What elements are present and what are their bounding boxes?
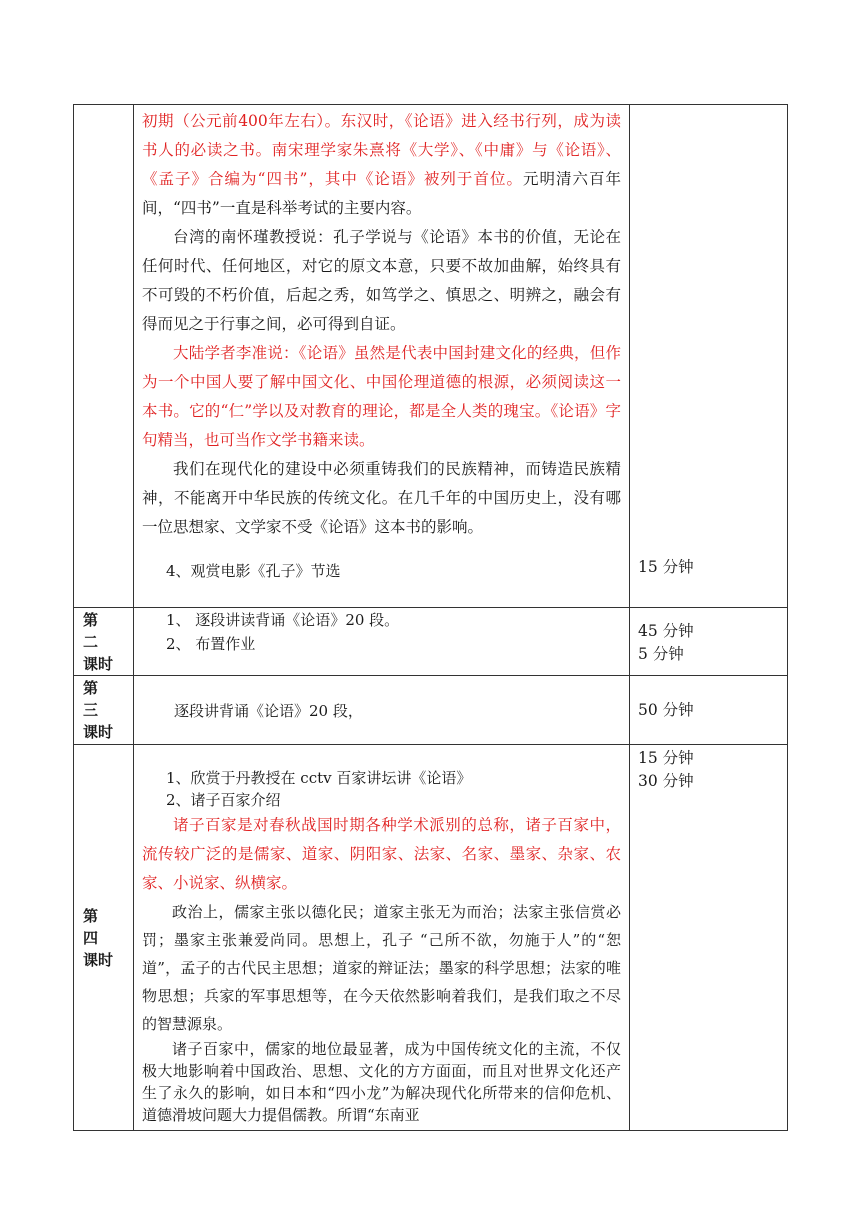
time-cell (630, 608, 788, 676)
paragraph: 政治上，儒家主张以德化民；道家主张无为而治；法家主张信赏必罚；墨家主张兼爱尚同。思想上，孔子 “己所不欲，勿施于人”的“恕道”，孟子的古代民主思想；道家的辩证法；墨家的科学思想；法家的唯物思想；兵家的军事思想等，在今天依然影响着我们，是我们取之不尽的智慧源泉。 (142, 903, 621, 1033)
paragraph: 台湾的南怀瑾教授说：孔子学说与《论语》本书的价值，无论在任何时代、任何地区，对它的原文本意，只要不故加曲解，始终具有不可毁的不朽价值，后起之秀，如笃学之、慎思之、明辨之，融会有得而见之于行事之间，必可得到自证。 (142, 228, 621, 333)
paragraph: 初期（公元前400年左右）。东汉时，《论语》进入经书行列，成为读书人的必读之书。南宋理学家朱熹将《大学》、《中庸》与《论语》、《孟子》合编为“四书”，其中《论语》被列于首位。元明清六百年间，“四书”一直是科举考试的主要内容。 (142, 112, 621, 217)
list-item: 1、 逐段讲读背诵《论语》20 段。 (166, 611, 400, 629)
paragraph: 诸子百家中，儒家的地位最显著，成为中国传统文化的主流，不仅极大地影响着中国政治、思想、文化的方方面面，而且对世界文化还产生了永久的影响，如日本和“四小龙”为解决现代化所带来的信仰危机、道德滑坡问题大力提倡儒教。所谓“东南亚 (142, 1040, 621, 1124)
table-row (74, 105, 788, 608)
paragraph: 我们在现代化的建设中必须重铸我们的民族精神，而铸造民族精神，不能离开中华民族的传统文化。在几千年的中国历史上，没有哪一位思想家、文学家不受《论语》这本书的影响。 (142, 460, 621, 536)
list-item: 2、诸子百家介绍 (166, 791, 281, 809)
label-cell (74, 745, 134, 1131)
time-cell (630, 105, 788, 608)
duration: 50 分钟 (638, 700, 694, 719)
duration: 30 分钟 (638, 772, 694, 790)
content-cell (134, 608, 630, 676)
paragraph: 大陆学者李准说：《论语》虽然是代表中国封建文化的经典，但作为一个中国人要了解中国文化、中国伦理道德的根源，必须阅读这一本书。它的“仁”学以及对教育的理论，都是全人类的瑰宝。《论语》字句精当，也可当作文学书籍来读。 (142, 344, 621, 449)
table-row (74, 608, 788, 676)
time-cell (630, 745, 788, 1131)
content-cell (134, 745, 630, 1131)
table-row (74, 745, 788, 1131)
content-cell (134, 105, 630, 608)
table-row (74, 676, 788, 745)
label-cell (74, 105, 134, 608)
list-item: 1、欣赏于丹教授在 cctv 百家讲坛讲《论语》 (166, 769, 472, 787)
lesson-label: 第 三 (83, 679, 113, 719)
lesson-text: 逐段讲背诵《论语》20 段， (174, 702, 363, 720)
label-cell (74, 676, 134, 745)
list-item: 2、 布置作业 (166, 635, 256, 653)
lesson-label: 课时 (83, 654, 114, 673)
duration: 45 分钟 (638, 622, 694, 640)
content-cell (134, 676, 630, 745)
duration: 15 分钟 (638, 558, 694, 576)
paragraph: 诸子百家是对春秋战国时期各种学术派别的总称，诸子百家中，流传较广泛的是儒家、道家、阴阳家、法家、名家、墨家、杂家、农家、小说家、纵横家。 (142, 816, 621, 892)
duration: 15 分钟 (638, 749, 694, 767)
lesson-label: 第 四 (83, 906, 113, 947)
time-cell (630, 676, 788, 745)
lesson-label: 课时 (83, 950, 114, 969)
lesson-plan-table (73, 104, 788, 1131)
lesson-label: 第 二 (83, 610, 113, 651)
lesson-label: 课时 (83, 723, 114, 741)
paragraph: 4、观赏电影《孔子》节选 (166, 562, 341, 580)
duration: 5 分钟 (638, 645, 684, 663)
label-cell (74, 608, 134, 676)
